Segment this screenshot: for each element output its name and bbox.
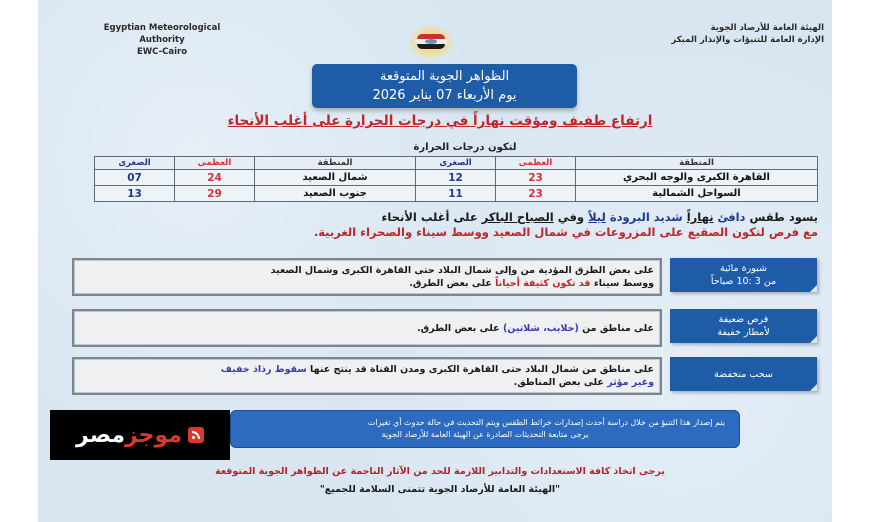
summary-text: على المزروعات في <box>571 225 684 239</box>
summary-text: شمال الصعيد ووسط سيناء والصحراء الغربية. <box>313 225 568 239</box>
phenomenon-desc-text <box>80 363 654 376</box>
header-max: العظمى <box>496 157 576 170</box>
desc-part: على مناطق من <box>582 322 654 334</box>
summary-text: الصباح الباكر <box>481 210 554 224</box>
phenomenon-label-text: شبورة مائية <box>720 263 767 274</box>
max-temp-cell: 29 <box>175 186 255 202</box>
summary-text: مع فرص لتكون <box>732 225 818 239</box>
authority-motto: "الهيئة العامة للأرصاد الجوية تتمنى السلامة للجميع" <box>319 484 561 495</box>
max-temp-cell: 24 <box>175 170 255 186</box>
phenomenon-desc-text: على بعض الطرق المؤدية من وإلى شمال البلاد حتى القاهرة الكبرى وشمال الصعيد <box>270 265 654 276</box>
org-name-arabic <box>604 22 824 46</box>
summary-text: على أغلب الأنحاء <box>381 210 478 224</box>
desc-part: وغير مؤثر <box>607 377 654 388</box>
summary-text: الصقيع <box>687 225 729 239</box>
max-temp-cell: 23 <box>496 186 576 202</box>
org-name-en-line1: Egyptian Meteorological Authority <box>103 23 221 45</box>
summary-text: نهاراً <box>686 210 714 224</box>
phenomenon-desc-text <box>80 376 654 389</box>
safety-advice: يرجى اتخاذ كافة الاستعدادات والتدابير اللازمة للحد من الآثار الناجمة عن الظواهر الجوية المتوقعة <box>215 466 665 477</box>
header-min: الصغرى <box>95 157 175 170</box>
region-cell: جنوب الصعيد <box>255 186 416 202</box>
phenomenon-desc-rain <box>72 309 662 347</box>
temperature-table <box>94 156 818 202</box>
summary-text: يسود طقس <box>749 210 818 224</box>
headline: ارتفاع طفيف ومؤقت نهاراً في درجات الحرارة على أغلب الأنحاء <box>227 113 653 129</box>
summary-text: ليلاً <box>588 210 606 224</box>
notice-line1: يتم إصدار هذا التنبؤ من خلال دراسة أحدث إصدارات خرائط الطقس ويتم التحديث في حالة حدوث أي تغيرات <box>367 418 725 427</box>
title-line1: الظواهر الجوية المتوقعة <box>379 69 510 84</box>
watermark-text <box>76 423 182 448</box>
phenomenon-desc-text <box>80 322 654 335</box>
phenomenon-desc-fog <box>72 258 662 296</box>
org-name-en-line2: EWC-Cairo <box>136 47 188 57</box>
header-max: العظمى <box>175 157 255 170</box>
min-temp-cell: 11 <box>416 186 496 202</box>
desc-part: على بعض المناطق. <box>513 377 604 388</box>
phenomenon-label-clouds <box>670 357 817 391</box>
desc-part: على مناطق من شمال البلاد حتى القاهرة الكبرى ومدن القناة قد ينتج عنها <box>310 364 654 375</box>
min-temp-cell: 13 <box>95 186 175 202</box>
notice-line2: يرجى متابعة التحديثات الصادرة عن الهيئة العامة للأرصاد الجوية <box>381 430 589 439</box>
org-name-ar-line1: الهيئة العامة للأرصاد الجوية <box>710 23 824 33</box>
table-row <box>95 186 818 202</box>
org-name-english <box>92 22 232 58</box>
phenomenon-desc-clouds <box>72 357 662 395</box>
authority-logo-icon <box>411 30 451 54</box>
bulletin-title <box>312 64 577 108</box>
summary-text: دافئ <box>717 210 746 224</box>
summary-text: شديد البرودة <box>609 210 683 224</box>
rss-icon <box>188 427 204 443</box>
desc-part: سقوط رذاذ خفيف <box>220 364 307 375</box>
region-cell: شمال الصعيد <box>255 170 416 186</box>
phenomenon-label-text: سحب منخفضة <box>714 368 773 380</box>
header-region: المنطقة <box>255 157 416 170</box>
min-temp-cell: 12 <box>416 170 496 186</box>
table-header-row <box>95 157 818 170</box>
desc-part: ووسط سيناء <box>593 278 654 289</box>
header-min: الصغرى <box>416 157 496 170</box>
region-cell: السواحل الشمالية <box>576 186 818 202</box>
summary-line1 <box>94 210 818 225</box>
site-watermark <box>50 410 230 460</box>
phenomenon-label-rain <box>670 309 817 343</box>
phenomenon-label-text: لأمطار خفيفة <box>717 327 770 338</box>
title-date: يوم الأربعاء 07 يناير 2026 <box>372 88 517 103</box>
summary-text: وفي <box>557 210 585 224</box>
watermark-main: مصر <box>76 422 125 448</box>
header-region: المنطقة <box>576 157 818 170</box>
table-caption: لتكون درجات الحرارة <box>413 142 517 153</box>
table-row <box>95 170 818 186</box>
watermark-accent: موجز <box>125 422 182 448</box>
weather-summary <box>94 210 818 240</box>
phenomenon-desc-text <box>80 277 654 290</box>
phenomenon-time: من 3 :10 صباحاً <box>710 276 777 287</box>
desc-part: على بعض الطرق. <box>417 322 500 334</box>
phenomenon-label-text: فرص ضعيفة <box>718 314 769 325</box>
region-cell: القاهرة الكبرى والوجه البحري <box>576 170 818 186</box>
desc-part: على بعض الطرق. <box>409 278 492 289</box>
update-notice <box>230 410 740 448</box>
summary-line2 <box>94 225 818 240</box>
phenomenon-label-fog <box>670 258 817 292</box>
max-temp-cell: 23 <box>496 170 576 186</box>
org-name-ar-line2: الإدارة العامة للتنبؤات والإنذار المبكر <box>671 35 824 45</box>
desc-part: (حلايب، شلاتين) <box>502 322 579 334</box>
desc-part: قد تكون كثيفة أحياناً <box>495 278 591 289</box>
min-temp-cell: 07 <box>95 170 175 186</box>
